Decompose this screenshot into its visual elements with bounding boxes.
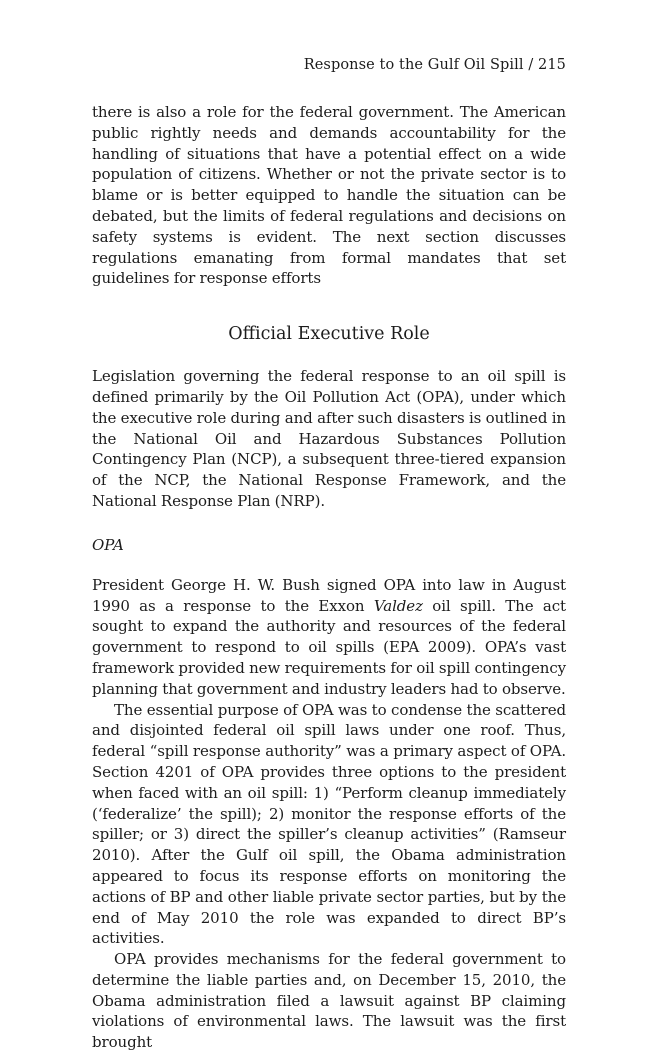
section-heading: Official Executive Role <box>228 324 430 345</box>
intro-paragraph: there is also a role for the federal government. The American public rightly needs and demands accountability for the handling of situations that have a potential effect on a wide population of citizens. Whether or not the private sector is to blame or is better equipped to handle the situation can be debated, but the limits of federal regulations and decisions on safety systems is evident. The next section discusses regulations emanating from formal mandates that set guidelines for response efforts <box>92 103 566 288</box>
subsection-heading: OPA <box>92 535 124 554</box>
page-body <box>92 56 566 1053</box>
vessel-name-italic: Valdez <box>373 596 423 615</box>
opa-paragraph-2: The essential purpose of OPA was to condense the scattered and disjointed federal oil spill laws under one roof. Thus, federal “spill response authority” was a primary aspect of OPA. Section 4201 of OPA provides three options to the president when faced with an oil spill: 1) “Perform cleanup immediately (‘federalize’ the spill); 2) monitor the response efforts of the spiller; or 3) direct the spiller’s cleanup activities” (Ramseur 2010). After the Gulf oil spill, the Obama administration appeared to focus its response efforts on monitoring the actions of BP and other liable private sector parties, but by the end of May 2010 the role was expanded to direct BP’s activities. <box>92 700 566 948</box>
opa-paragraph-1-end: oil spill. The act sought to expand the authority and resources of the federal government to respond to oil spills (EPA 2009). OPA’s vast framework provided new requirements for oil spill contingency planning that government and industry leaders had to observe. <box>92 596 566 698</box>
running-head: Response to the Gulf Oil Spill / 215 <box>303 57 566 73</box>
opa-paragraph-1-start: President George H. W. Bush signed OPA into law in August 1990 as a response to the Exxon <box>92 575 566 615</box>
opa-paragraph-1 <box>92 575 566 700</box>
section-paragraph: Legislation governing the federal response to an oil spill is defined primarily by the Oil Pollution Act (OPA), under which the executive role during and after such disasters is outlined in the National Oil and Hazardous Substances Pollution Contingency Plan (NCP), a subsequent three-tiered expansion of the NCP, the National Response Framework, and the National Response Plan (NRP). <box>92 367 566 510</box>
opa-paragraph-3: OPA provides mechanisms for the federal government to determine the liable parties and, on December 15, 2010, the Obama administration filed a lawsuit against BP claiming violations of environmental laws. The lawsuit was the first brought <box>92 950 566 1052</box>
